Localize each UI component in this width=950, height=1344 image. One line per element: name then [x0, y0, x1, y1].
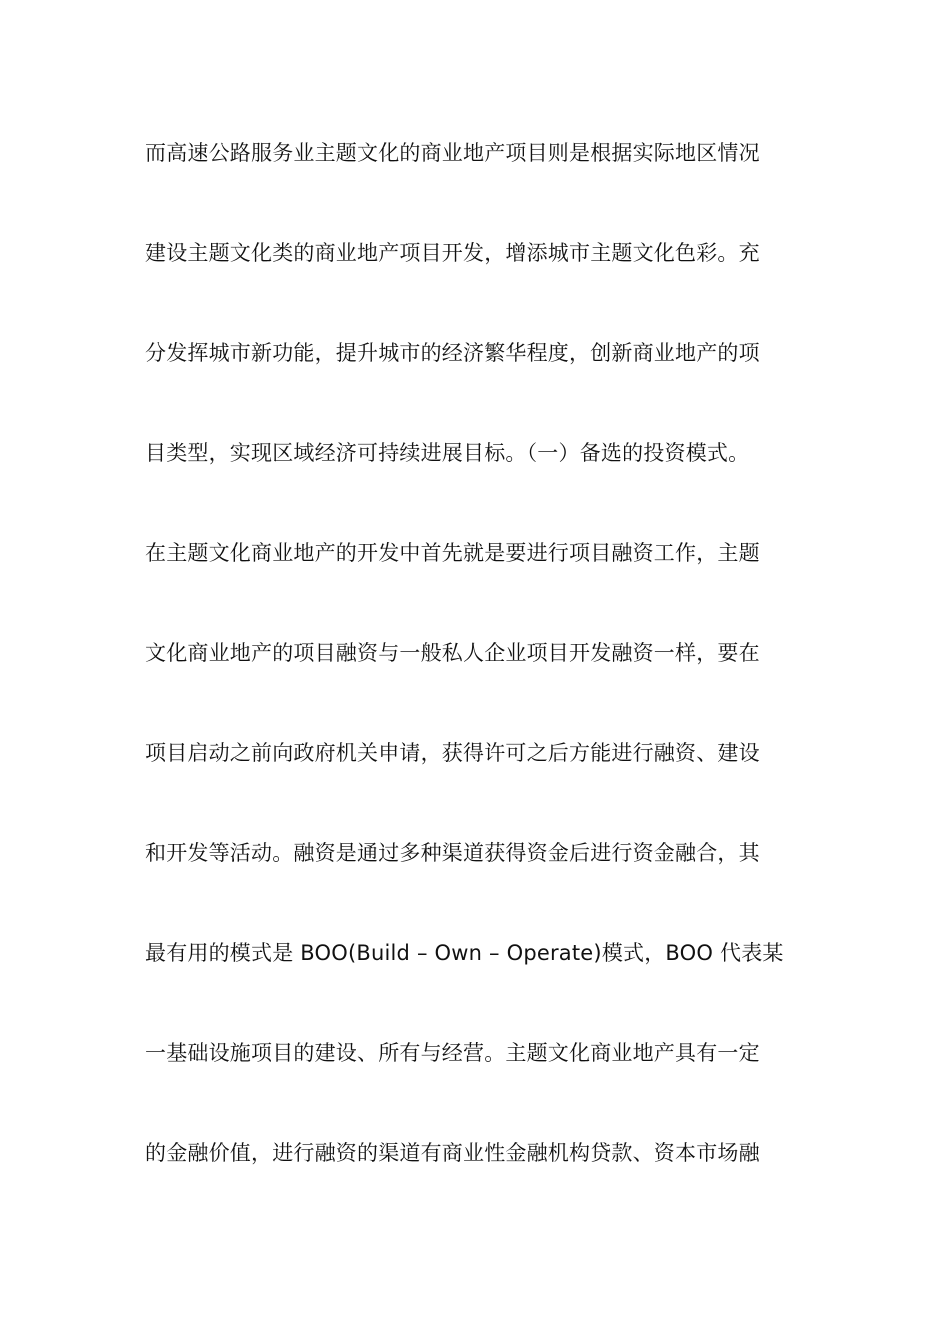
- text-line: 分发挥城市新功能，提升城市的经济繁华程度，创新商业地产的项: [145, 341, 760, 365]
- text-line: 在主题文化商业地产的开发中首先就是要进行项目融资工作，主题: [145, 541, 760, 565]
- body-text: [145, 128, 810, 1228]
- text-line: 项目启动之前向政府机关申请，获得许可之后方能进行融资、建设: [145, 741, 760, 765]
- text-line: 文化商业地产的项目融资与一般私人企业项目开发融资一样，要在: [145, 641, 760, 665]
- text-line: 而高速公路服务业主题文化的商业地产项目则是根据实际地区情况: [145, 141, 760, 165]
- text-line: 建设主题文化类的商业地产项目开发，增添城市主题文化色彩。充: [145, 241, 760, 265]
- text-line: 和开发等活动。融资是通过多种渠道获得资金后进行资金融合，其: [145, 841, 760, 865]
- text-line: 一基础设施项目的建设、所有与经营。主题文化商业地产具有一定: [145, 1041, 760, 1065]
- text-line: 最有用的模式是 BOO(Build – Own – Operate)模式，BOO 代表某: [145, 941, 784, 965]
- text-line: 的金融价值，进行融资的渠道有商业性金融机构贷款、资本市场融: [145, 1141, 760, 1165]
- text-line: 目类型，实现区域经济可持续进展目标。（一）备选的投资模式。: [145, 441, 750, 465]
